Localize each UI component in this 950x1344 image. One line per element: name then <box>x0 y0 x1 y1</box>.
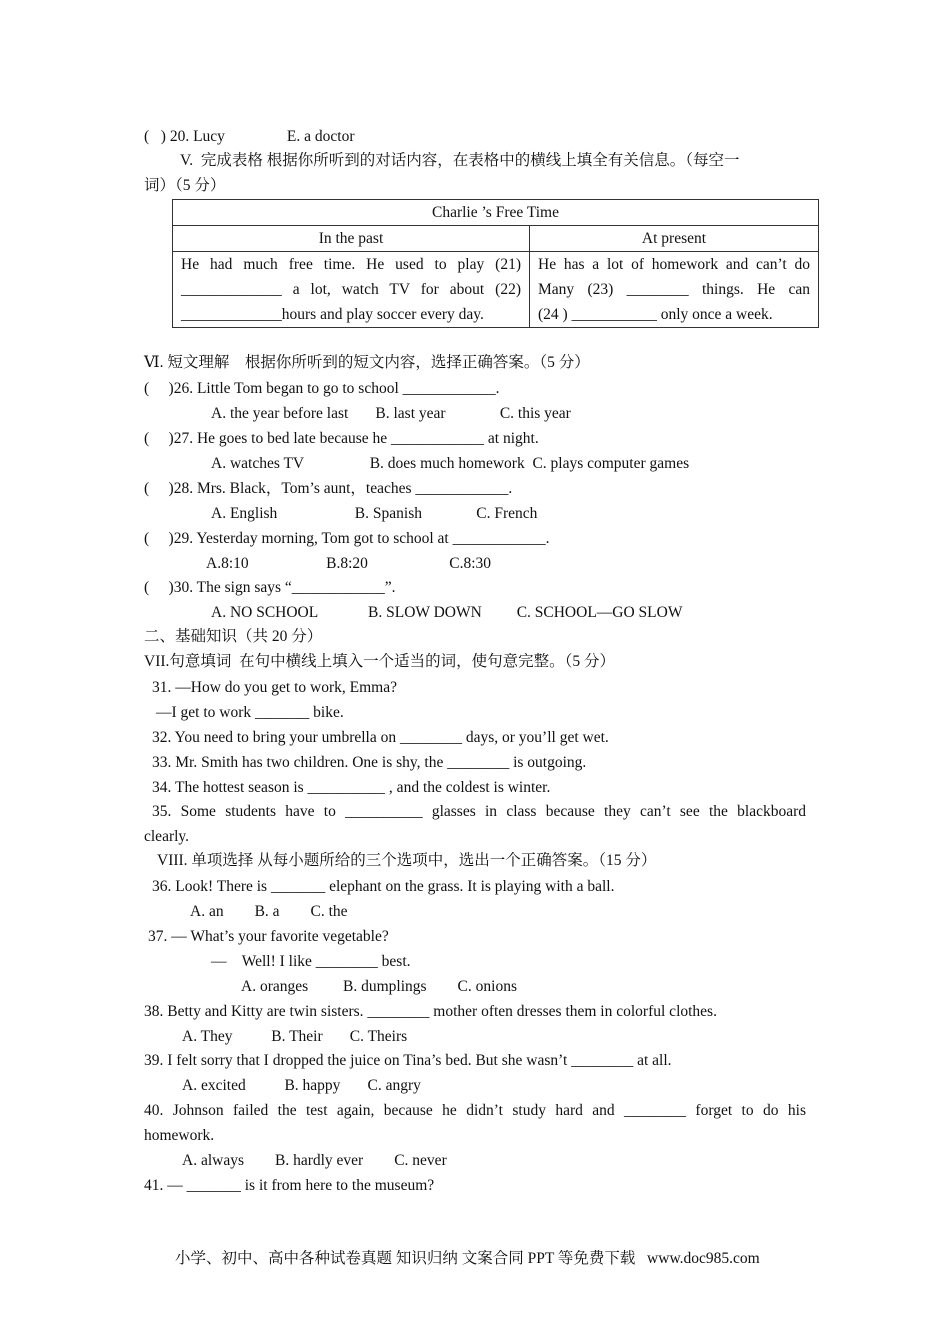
question-36-options: A. an B. a C. the <box>190 903 348 920</box>
question-38-options: A. They B. Their C. Theirs <box>182 1028 408 1045</box>
question-26-options: A. the year before last B. last year C. this year <box>211 405 571 422</box>
question-40: 40. Johnson failed the test again, because he didn’t study hard and ________ forget to do his <box>144 1102 806 1119</box>
table-title: Charlie ’s Free Time <box>173 200 819 226</box>
present-line: Many (23) ________ things. He can <box>538 281 810 298</box>
question-38: 38. Betty and Kitty are twin sisters. ________ mother often dresses them in colorful clothes. <box>144 1003 717 1020</box>
question-27-options: A. watches TV B. does much homework C. plays computer games <box>211 455 690 472</box>
question-40-cont: homework. <box>144 1127 215 1144</box>
question-30: ( )30. The sign says “____________”. <box>144 579 396 596</box>
free-time-table <box>172 199 819 328</box>
column-header-past: In the past <box>173 226 530 252</box>
present-cell <box>530 252 819 328</box>
question-37-options: A. oranges B. dumplings C. onions <box>241 978 517 995</box>
present-line: He has a lot of homework and can’t do <box>538 256 810 273</box>
question-31-answer: —I get to work _______ bike. <box>156 704 344 721</box>
section-7-heading: VII.句意填词 在句中横线上填入一个适当的词，使句意完整。（5 分） <box>144 653 616 670</box>
question-35-cont: clearly. <box>144 828 190 845</box>
question-41: 41. — _______ is it from here to the museum? <box>144 1177 435 1194</box>
question-30-options: A. NO SCHOOL B. SLOW DOWN C. SCHOOL—GO SLOW <box>211 604 683 621</box>
question-32: 32. You need to bring your umbrella on ________ days, or you’ll get wet. <box>152 729 609 746</box>
section-5-heading: V. 完成表格 根据你所听到的对话内容，在表格中的横线上填全有关信息。（每空一 <box>180 152 740 169</box>
question-29-options: A.8:10 B.8:20 C.8:30 <box>206 555 492 572</box>
question-39-options: A. excited B. happy C. angry <box>182 1077 421 1094</box>
question-26: ( )26. Little Tom began to go to school ____________. <box>144 380 500 397</box>
section-8-heading: VIII. 单项选择 从每小题所给的三个选项中，选出一个正确答案。（15 分） <box>157 852 657 869</box>
present-line: (24 ) ___________ only once a week. <box>538 306 773 323</box>
question-28: ( )28. Mrs. Black，Tom’s aunt，teaches ____________. <box>144 480 513 497</box>
question-27: ( )27. He goes to bed late because he ____________ at night. <box>144 430 539 447</box>
past-cell <box>173 252 530 328</box>
question-33: 33. Mr. Smith has two children. One is shy, the ________ is outgoing. <box>152 754 587 771</box>
question-20: ( ) 20. Lucy E. a doctor <box>144 128 355 145</box>
question-36: 36. Look! There is _______ elephant on the grass. It is playing with a ball. <box>152 878 615 895</box>
question-31: 31. —How do you get to work, Emma? <box>152 679 397 696</box>
part-2-heading: 二、基础知识（共 20 分） <box>144 628 323 645</box>
question-37-answer: — Well! I like ________ best. <box>211 953 411 970</box>
past-line: He had much free time. He used to play (21) <box>181 256 521 273</box>
past-line: _____________hours and play soccer every day. <box>181 306 484 323</box>
question-34: 34. The hottest season is __________ , and the coldest is winter. <box>152 779 551 796</box>
past-line: _____________ a lot, watch TV for about (22) <box>181 281 521 298</box>
question-39: 39. I felt sorry that I dropped the juice on Tina’s bed. But she wasn’t ________ at all. <box>144 1052 672 1069</box>
question-29: ( )29. Yesterday morning, Tom got to school at ____________. <box>144 530 550 547</box>
question-28-options: A. English B. Spanish C. French <box>211 505 538 522</box>
question-35: 35. Some students have to __________ glasses in class because they can’t see the blackboard <box>152 803 806 820</box>
page-footer: 小学、初中、高中各种试卷真题 知识归纳 文案合同 PPT 等免费下载 www.doc985.com <box>175 1250 760 1267</box>
section-5-heading-cont: 词）（5 分） <box>144 177 226 194</box>
section-6-heading: Ⅵ. 短文理解 根据你所听到的短文内容，选择正确答案。（5 分） <box>144 354 590 371</box>
question-37: 37. — What’s your favorite vegetable? <box>148 928 389 945</box>
question-40-options: A. always B. hardly ever C. never <box>182 1152 447 1169</box>
column-header-present: At present <box>530 226 819 252</box>
